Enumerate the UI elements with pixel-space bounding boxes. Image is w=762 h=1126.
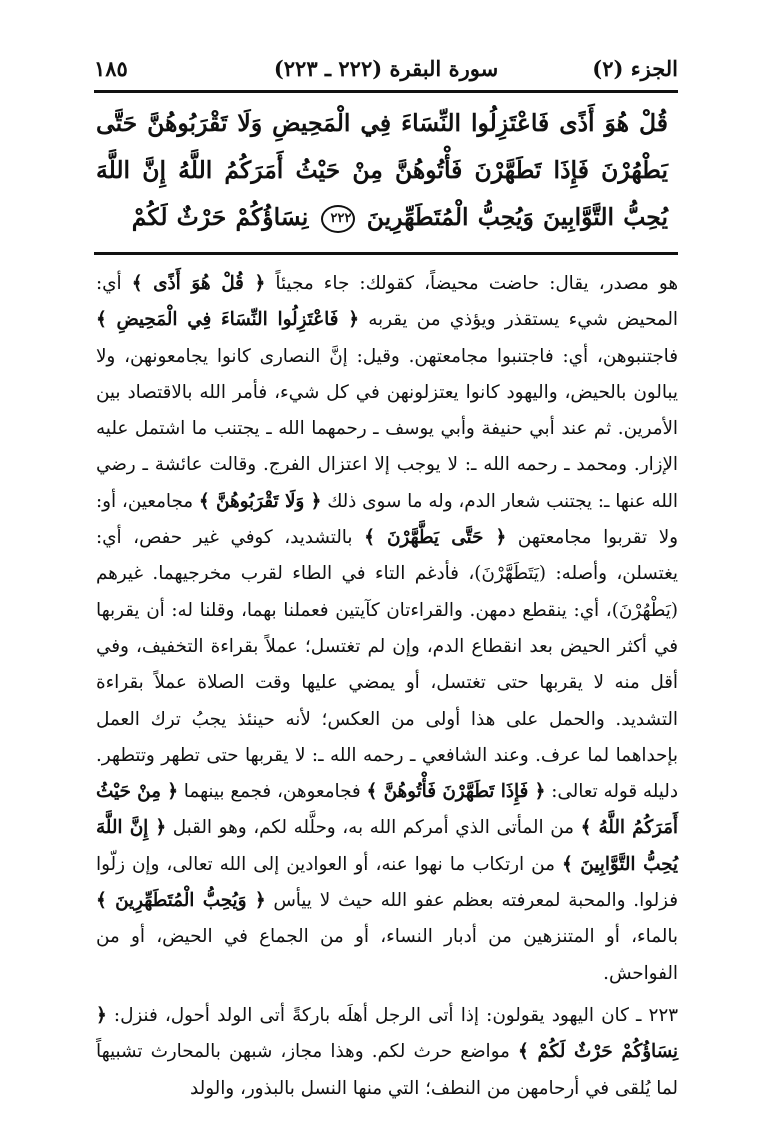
verse-text-223: نِسَاؤُكُمْ حَرْثٌ لَكُمْ <box>131 203 309 231</box>
surah-title: سورة البقرة (٢٢٢ ـ ٢٢٣) <box>273 56 499 81</box>
quran-quote: ﴿ فَاعْتَزِلُوا النِّسَاءَ فِي الْمَحِيضِ ﴾ <box>96 309 359 331</box>
commentary-paragraph-223 <box>96 998 678 1107</box>
commentary-text: مواضع حرث لكم. وهذا مجاز، شبهن بالمحارث تشبيهاً لما يُلقى في أرحامهن من النطف؛ التي منها النسل بالبذور، والولد <box>96 1041 678 1099</box>
commentary-text: ٢٢٣ ـ كان اليهود يقولون: إذا أتى الرجل أهلَه باركةً أتى الولد أحول، فنزل: <box>106 1004 678 1026</box>
quran-quote: ﴿ حَتَّى يَطَّهَّرْنَ ﴾ <box>364 527 507 549</box>
quran-verse-block <box>96 100 668 248</box>
quran-quote: ﴿ وَلَا تَقْرَبُوهُنَّ ﴾ <box>198 490 322 512</box>
page-header <box>94 52 678 86</box>
commentary-paragraph-222 <box>96 266 678 992</box>
commentary-text: فجامعوهن، فجمع بينهما <box>177 781 367 803</box>
commentary-text: فاجتنبوهن، أي: فاجتنبوا مجامعتهن. وقيل: إنَّ النصارى كانوا يجامعونهن، ولا يبالون بالحيض، واليهود كانوا يعتزلونهن في كل شيء، فأمر الله بالاقتصاد بين الأمرين. ثم عند أبي حنيفة وأبي يوسف ـ رحمهما الله ـ يجتنب ما اشتمل عليه الإزار. ومحمد ـ رحمه الله ـ: لا يوجب إلا اعتزال الفرج. وقالت عائشة ـ رضي الله عنها ـ: يجتنب شعار الدم، وله ما سوى ذلك <box>96 345 678 512</box>
page-number: ١٨٥ <box>94 56 128 81</box>
commentary-text: أي: المحيض شيء يستقذر ويؤذي من يقربه <box>96 273 678 331</box>
quran-quote: ﴿ نِسَاؤُكُمْ حَرْثٌ لَكُمْ ﴾ <box>96 1004 678 1063</box>
header-divider <box>94 90 678 93</box>
commentary-text: بالماء، أو المتنزهين من أدبار النساء، أو من الجماع في الحيض، أو من الفواحش. <box>96 926 678 984</box>
ayah-number-marker: ٢٢٢ <box>321 205 355 233</box>
verse-text-222: قُلْ هُوَ أَذًى فَاعْتَزِلُوا النِّسَاءَ فِي الْمَحِيضِ وَلَا تَقْرَبُوهُنَّ حَتَّى يَطْهُرْنَ فَإِذَا تَطَهَّرْنَ فَأْتُوهُنَّ مِنْ حَيْثُ أَمَرَكُمُ اللَّهُ إِنَّ اللَّهَ يُحِبُّ التَّوَّابِينَ وَيُحِبُّ الْمُتَطَهِّرِينَ <box>96 109 668 231</box>
quran-quote: ﴿ إِنَّ اللَّهَ يُحِبُّ التَّوَّابِينَ ﴾ <box>96 817 678 875</box>
commentary-text: مجامعين، أو: ولا تقربوا مجامعتهن <box>96 490 678 549</box>
quran-quote: ﴿ فَإِذَا تَطَهَّرْنَ فَأْتُوهُنَّ ﴾ <box>366 781 546 803</box>
juz-label: الجزء (٢) <box>592 56 678 81</box>
commentary-body <box>96 266 678 1107</box>
quran-quote: ﴿ قُلْ هُوَ أَذًى ﴾ <box>131 273 266 294</box>
commentary-text: هو مصدر، يقال: حاضت محيضاً، كقولك: جاء مجيئاً <box>265 273 678 294</box>
quran-quote: ﴿ مِنْ حَيْثُ أَمَرَكُمُ اللَّهُ ﴾ <box>96 781 679 839</box>
commentary-text: بالتشديد، كوفي غير حفص، أي: يغتسلن، وأصله: (يَتَطَهَّرْنَ)، فأدغم التاء في الطاء لقرب مخرجيهما. غيرهم (يَطْهُرْنَ)، أي: ينقطع دمهن. والقراءتان كآيتين فعملنا بهما، وقلنا له: أن يقربها في أكثر الحيض بعد انقطاع الدم، وإن لم تغتسل؛ عملاً بقراءة التخفيف، وفي أقل منه لا يقربها حتى تغتسل، أو يمضي عليها وقت الصلاة عملاً بقراءة التشديد. والحمل على هذا أولى من العكس؛ لأنه حينئذ يجبُ ترك العمل بإحداهما لما عرف. وعند الشافعي ـ رحمه الله ـ: لا يقربها حتى تطهر وتتطهر. دليله قوله تعالى: <box>96 527 678 803</box>
commentary-text: من ارتكاب ما نهوا عنه، أو العوادين إلى الله تعالى، وإن زلّوا فزلوا. والمحبة لمعرفته بعظم عفو الله حيث لا ييأس <box>96 853 679 912</box>
quran-quote: ﴿ وَيُحِبُّ الْمُتَطَهِّرِينَ ﴾ <box>96 890 266 912</box>
verse-divider <box>94 252 678 255</box>
commentary-text: من المأتى الذي أمركم الله به، وحلَّله لكم، وهو القبل <box>166 817 581 839</box>
